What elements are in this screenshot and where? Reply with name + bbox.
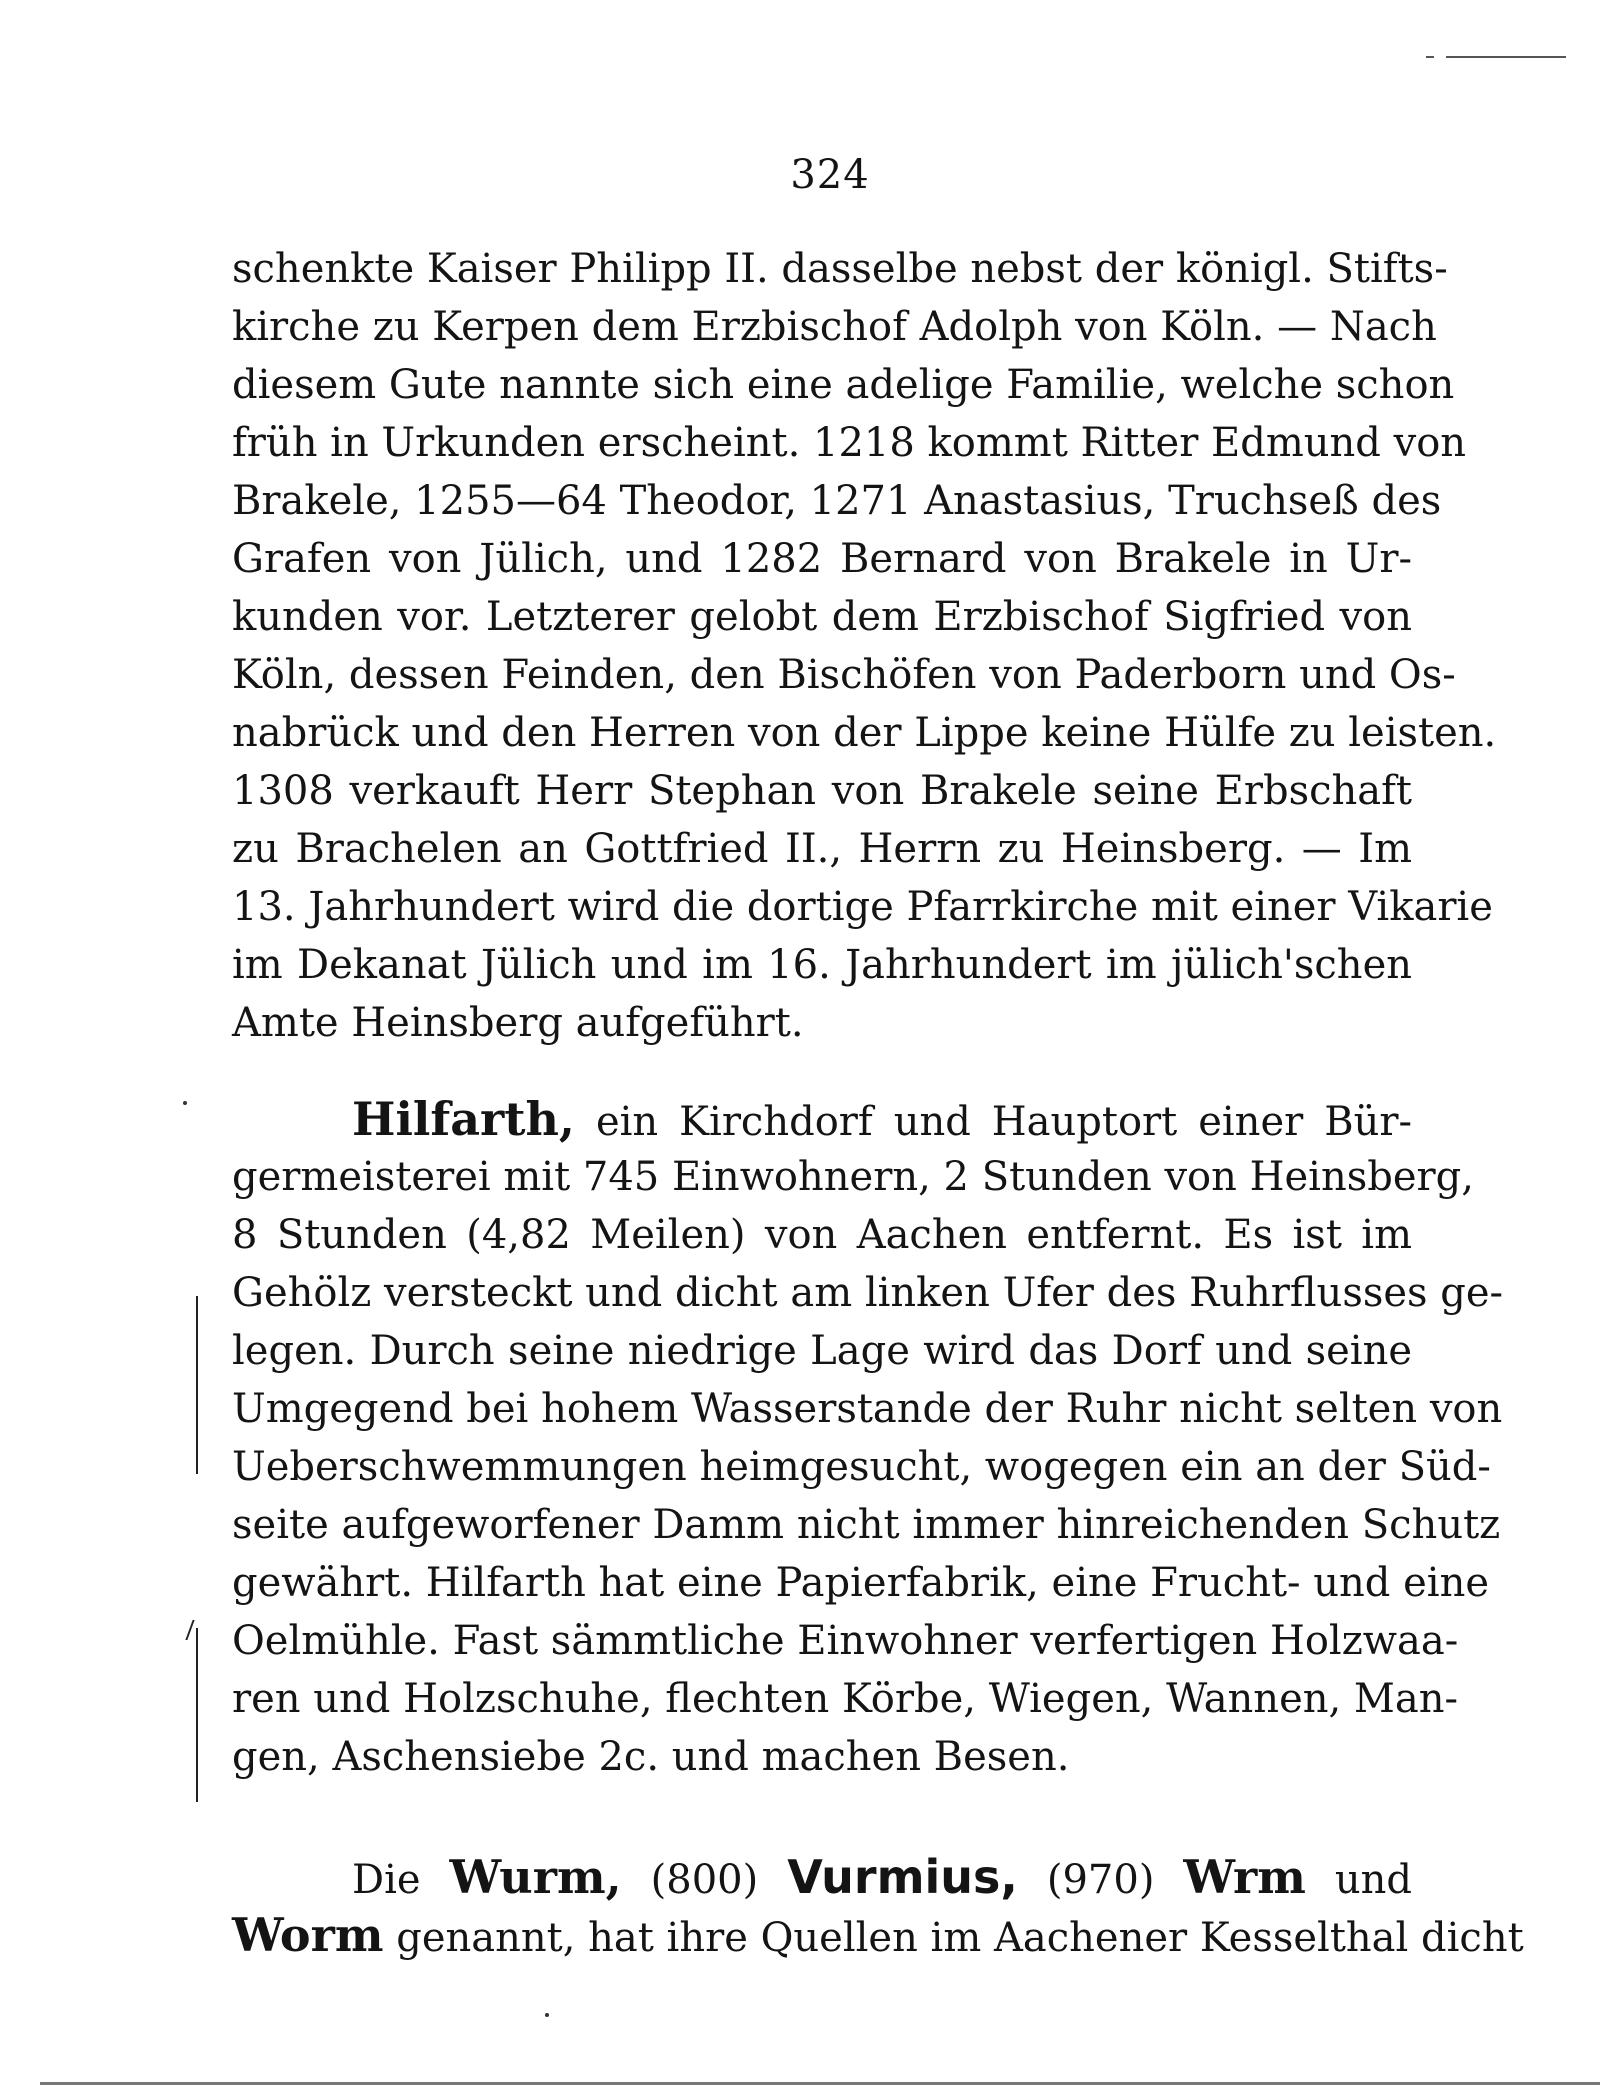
margin-mark: [185, 1620, 204, 1640]
text-line: Köln, dessen Feinden, den Bischöfen von Paderborn und Os-: [232, 652, 1456, 698]
text-line: im Dekanat Jülich und im 16. Jahrhundert im jülich'schen: [232, 942, 1412, 988]
entry-keyword: Wrm: [1183, 1850, 1306, 1904]
entry-keyword: Wurm,: [449, 1850, 622, 1904]
text-line: ren und Holzschuhe, flechten Körbe, Wiegen, Wannen, Man-: [232, 1676, 1459, 1722]
margin-mark: [196, 1296, 198, 1474]
text-span: ein Kirchdorf und Hauptort einer Bür-: [595, 1099, 1413, 1145]
text-line: Amte Heinsberg aufgeführt.: [232, 1000, 804, 1046]
text-line: [232, 1848, 1412, 1906]
text-line: kirche zu Kerpen dem Erzbischof Adolph von Köln. — Nach: [232, 304, 1437, 350]
text-span: Die: [352, 1857, 421, 1903]
text-line: Grafen von Jülich, und 1282 Bernard von Brakele in Ur-: [232, 536, 1412, 582]
paragraph-hilfarth: [232, 1090, 1504, 1786]
text-line: Ueberschwemmungen heimgesucht, wogegen ein an der Süd-: [232, 1444, 1491, 1490]
text-line: schenkte Kaiser Philipp II. dasselbe nebst der königl. Stifts-: [232, 246, 1448, 292]
text-line: gewährt. Hilfarth hat eine Papierfabrik, eine Frucht- und eine: [232, 1560, 1490, 1606]
text-line: kunden vor. Letzterer gelobt dem Erzbischof Sigfried von: [232, 594, 1412, 640]
text-line: 13. Jahrhundert wird die dortige Pfarrkirche mit einer Vikarie: [232, 884, 1493, 930]
text-span: und: [1334, 1857, 1413, 1903]
text-span: (800): [650, 1857, 759, 1903]
text-line: nabrück und den Herren von der Lippe keine Hülfe zu leisten.: [232, 710, 1497, 756]
text-line: [232, 1906, 1524, 1964]
paragraph-wurm: [232, 1848, 1524, 1964]
text-line: zu Brachelen an Gottfried II., Herrn zu Heinsberg. — Im: [232, 826, 1412, 872]
text-line: Gehölz versteckt und dicht am linken Ufer des Ruhrflusses ge-: [232, 1270, 1504, 1316]
scan-bottom-edge: [40, 2082, 1600, 2085]
scan-speck: [183, 1101, 187, 1105]
text-line: diesem Gute nannte sich eine adelige Familie, welche schon: [232, 362, 1455, 408]
corner-mark: [1446, 56, 1566, 61]
text-line: 1308 verkauft Herr Stephan von Brakele seine Erbschaft: [232, 768, 1412, 814]
text-line: Brakele, 1255—64 Theodor, 1271 Anastasius, Truchseß des: [232, 478, 1442, 524]
text-line: [232, 1090, 1412, 1148]
entry-keyword: Hilfarth,: [352, 1092, 575, 1146]
text-line: früh in Urkunden erscheint. 1218 kommt Ritter Edmund von: [232, 420, 1467, 466]
entry-keyword: Worm: [232, 1908, 384, 1962]
text-line: Oelmühle. Fast sämmtliche Einwohner verfertigen Holzwaa-: [232, 1618, 1459, 1664]
entry-keyword: Vurmius,: [787, 1850, 1018, 1904]
text-line: Umgegend bei hohem Wasserstande der Ruhr nicht selten von: [232, 1386, 1503, 1432]
text-line: seite aufgeworfener Damm nicht immer hinreichenden Schutz: [232, 1502, 1501, 1548]
text-span: (970): [1046, 1857, 1155, 1903]
text-line: germeisterei mit 745 Einwohnern, 2 Stunden von Heinsberg,: [232, 1154, 1474, 1200]
page-number: 324: [790, 152, 870, 198]
margin-mark: [196, 1628, 198, 1802]
text-line: 8 Stunden (4,82 Meilen) von Aachen entfernt. Es ist im: [232, 1212, 1412, 1258]
text-span: genannt, hat ihre Quellen im Aachener Kesselthal dicht: [396, 1915, 1524, 1961]
text-line: gen, Aschensiebe 2c. und machen Besen.: [232, 1734, 1070, 1780]
paragraph-brachelen: [232, 240, 1497, 1052]
scan-speck: [545, 2013, 549, 2017]
text-line: legen. Durch seine niedrige Lage wird das Dorf und seine: [232, 1328, 1412, 1374]
